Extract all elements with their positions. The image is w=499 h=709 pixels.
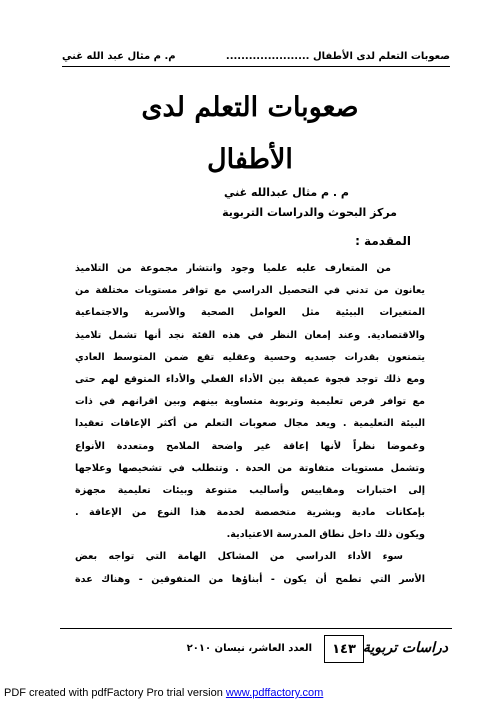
body-line: يعانون من تدني في التحصيل الدراسي مع توافر مستويات مختلفة من — [75, 285, 425, 297]
body-line: يتمتعون بقدرات جسديه وحسية وعقليه تقع ضمن المتوسط العادي — [75, 351, 425, 363]
author-name: م . م مثال عبدالله غني — [224, 186, 349, 199]
section-heading: المقدمة : — [355, 234, 411, 248]
page-footer — [60, 635, 452, 665]
body-line: ومع ذلك توجد فجوة عميقة بين الأداء الفعلي والأداء المتوقع لهم حتى — [75, 373, 425, 385]
page-number: ١٤٣ — [332, 641, 356, 657]
article-title-line-2: الأطفال — [207, 144, 293, 175]
body-line: والاقتصادية. وعند إمعان النظر في هذه الفئة نجد أنها تشمل تلاميذ — [75, 329, 425, 341]
body-line: وغموضا نظراً لأنها إعاقة غير واضحة الملامح ومتعددة الأنواع — [75, 440, 425, 452]
body-line: إلى اختبارات ومقاييس وأساليب متنوعة وبيئات تعليمية مجهزة — [75, 484, 425, 496]
watermark-text: PDF created with pdfFactory Pro trial version — [4, 687, 226, 699]
running-title: صعوبات التعلم لدى الأطفال ...................... — [225, 50, 450, 62]
running-author: م. م مثال عبد الله غني — [62, 50, 176, 62]
body-line: مع توافر فرص تعليمية وتربوية متساوية بينهم وبين اقرانهم في ذات — [75, 396, 425, 408]
body-line: سوء الأداء الدراسي من المشاكل الهامة التي تواجه بعض — [75, 551, 403, 563]
header-divider — [62, 66, 450, 67]
body-line: الأسر التي تطمح أن يكون - أبناؤها من المتفوقين - وهناك عدة — [75, 573, 425, 585]
running-header — [62, 48, 450, 64]
article-title-line-1: صعوبات التعلم لدى — [141, 92, 359, 123]
issue-info: العدد العاشر، نيسان ٢٠١٠ — [186, 643, 312, 654]
body-line: البيئة التعليمية . ويعد مجال صعوبات التعلم من أكثر الإعاقات تعقيدا — [75, 418, 425, 430]
body-line: المتغيرات البيئية مثل العوامل الصحية والأسرية والاجتماعية — [75, 307, 425, 319]
body-text — [75, 258, 425, 591]
journal-name: دراسات تربوية — [362, 640, 448, 656]
page-number-box — [324, 635, 364, 663]
body-line: ويكون ذلك داخل نطاق المدرسة الاعتيادية. — [226, 529, 425, 541]
watermark-link[interactable]: www.pdffactory.com — [225, 687, 324, 699]
body-line: بإمكانات مادية وبشرية متخصصة لخدمة هذا النوع من الإعاقة . — [75, 507, 425, 519]
body-line: من المتعارف عليه علميا وجود وانتشار مجموعة من التلاميذ — [75, 263, 391, 274]
body-line: وتشمل مستويات متفاوتة من الحدة . وتتطلب في تشخيصها وعلاجها — [75, 462, 425, 474]
footer-divider — [60, 628, 452, 629]
author-affiliation: مركز البحوث والدراسات التربوية — [222, 206, 397, 219]
pdf-watermark — [4, 687, 323, 699]
